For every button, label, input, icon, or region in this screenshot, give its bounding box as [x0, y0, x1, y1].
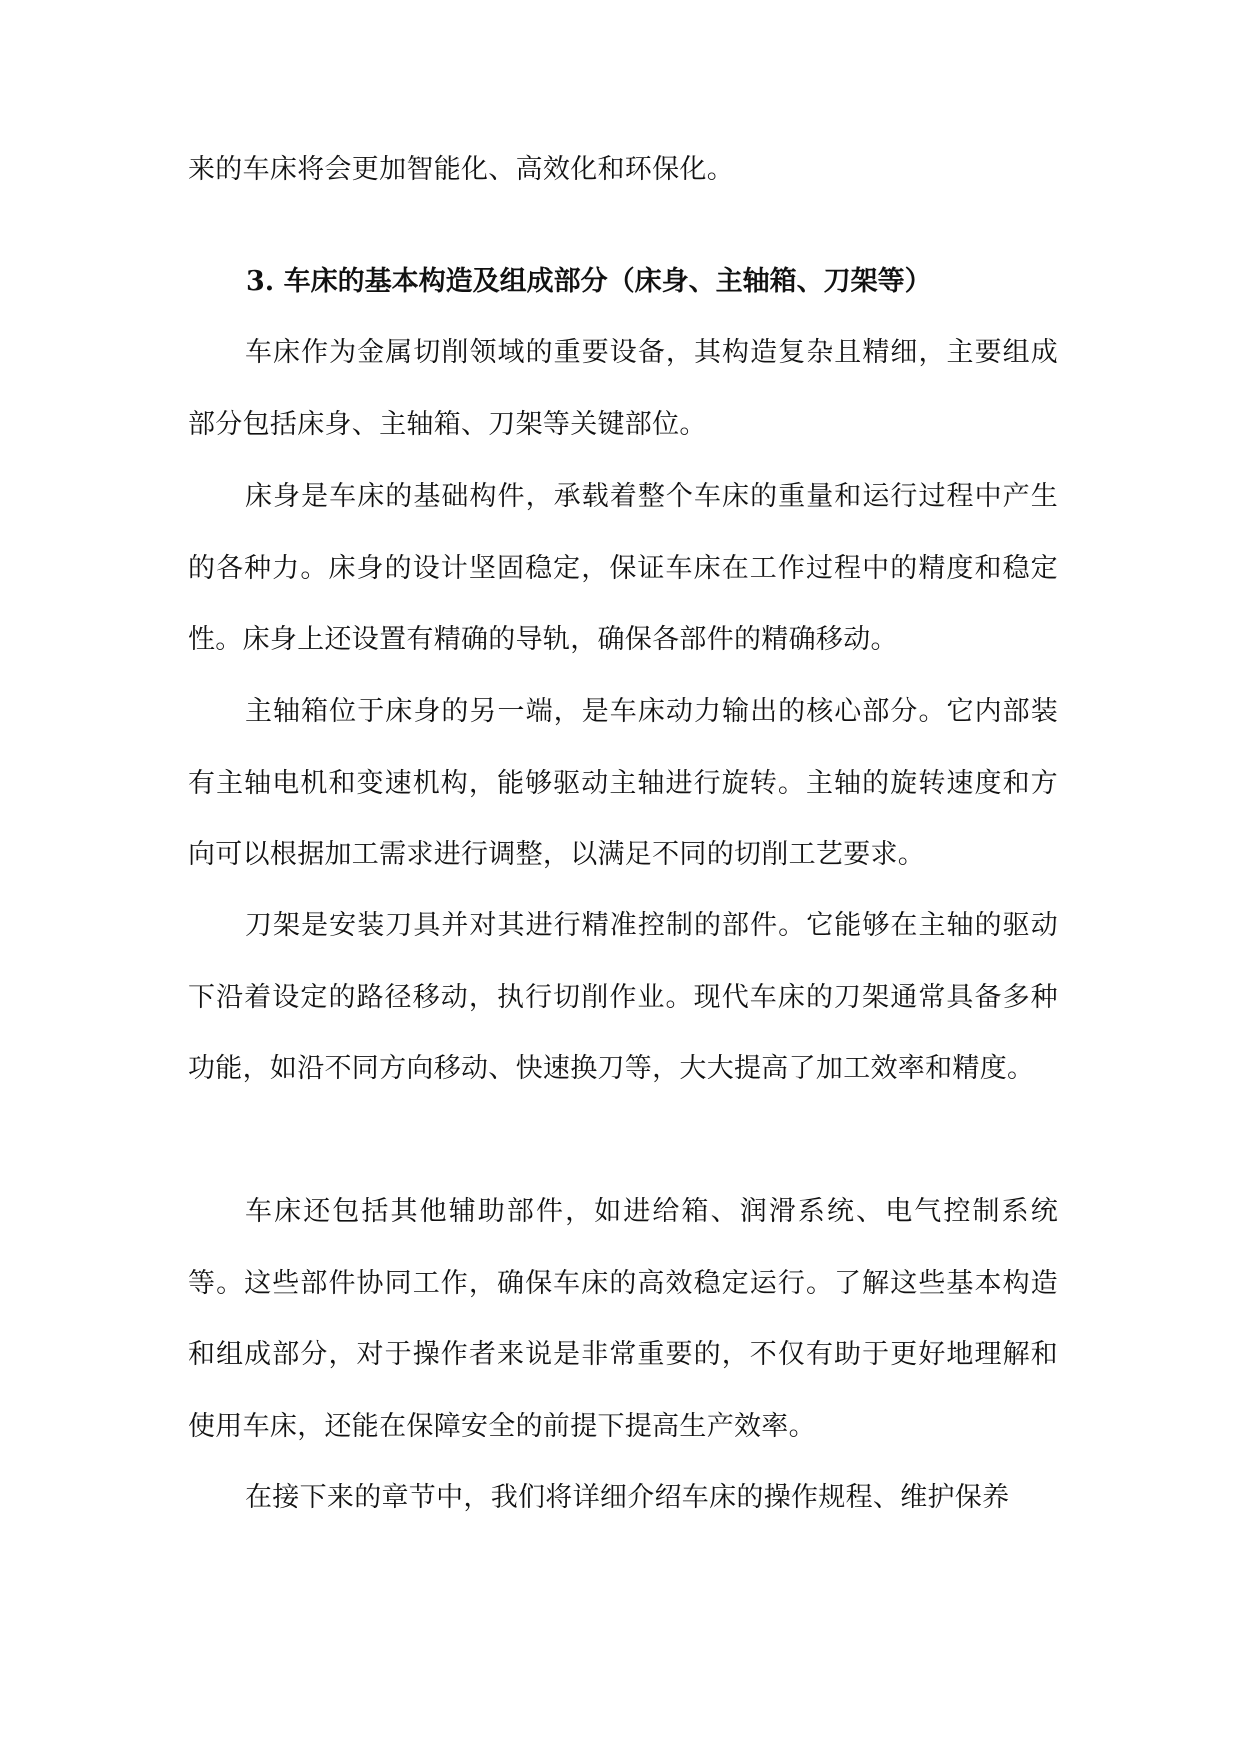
- paragraph-lathe-overview: 车床作为金属切削领域的重要设备，其构造复杂且精细，主要组成部分包括床身、主轴箱、刀架等关键部位。: [188, 337, 1058, 440]
- paragraph-bed: 床身是车床的基础构件，承载着整个车床的重量和运行过程中产生的各种力。床身的设计坚固稳定，保证车床在工作过程中的精度和稳定性。床身上还设置有精确的导轨，确保各部件的精确移动。: [188, 481, 1058, 655]
- section-heading: 3. 车床的基本构造及组成部分（床身、主轴箱、刀架等）: [246, 266, 932, 297]
- paragraph-continuation: 来的车床将会更加智能化、高效化和环保化。: [188, 154, 734, 185]
- paragraph-auxiliary-parts: 车床还包括其他辅助部件，如进给箱、润滑系统、电气控制系统等。这些部件协同工作，确保车床的高效稳定运行。了解这些基本构造和组成部分，对于操作者来说是非常重要的，不仅有助于更好地理解和使用车床，还能在保障安全的前提下提高生产效率。: [188, 1196, 1058, 1442]
- paragraph-next-chapter: 在接下来的章节中，我们将详细介绍车床的操作规程、维护保养: [245, 1482, 1010, 1513]
- paragraph-headstock: 主轴箱位于床身的另一端，是车床动力输出的核心部分。它内部装有主轴电机和变速机构，能够驱动主轴进行旋转。主轴的旋转速度和方向可以根据加工需求进行调整，以满足不同的切削工艺要求。: [188, 696, 1058, 870]
- paragraph-tool-post: 刀架是安装刀具并对其进行精准控制的部件。它能够在主轴的驱动下沿着设定的路径移动，执行切削作业。现代车床的刀架通常具备多种功能，如沿不同方向移动、快速换刀等，大大提高了加工效率和精度。: [188, 910, 1058, 1084]
